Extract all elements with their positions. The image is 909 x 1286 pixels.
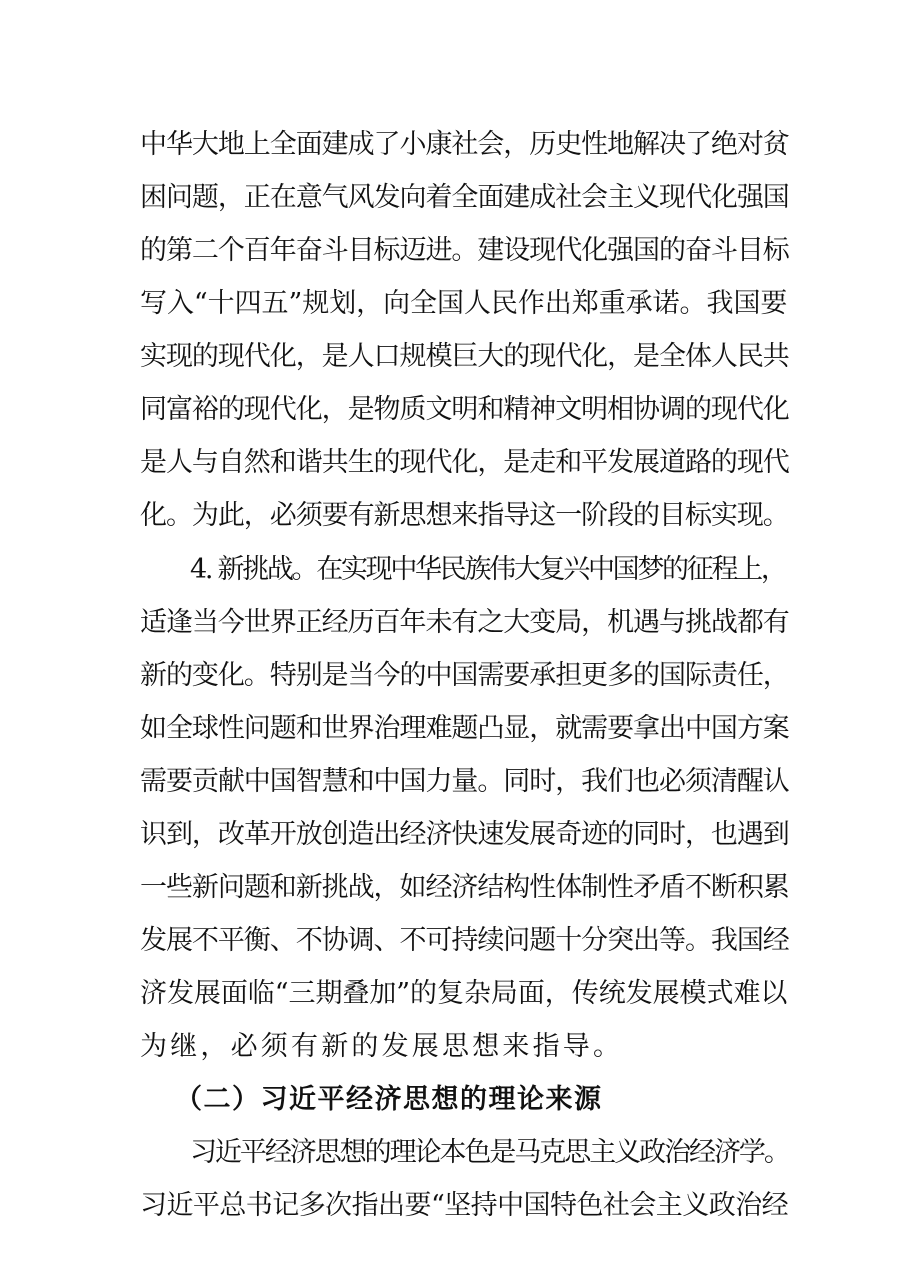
body-text-line: 需要贡献中国智慧和中国力量。同时，我们也必须清醒认 (140, 766, 789, 797)
body-text-line: 识到，改革开放创造出经济快速发展奇迹的同时，也遇到 (140, 819, 789, 850)
body-text-line: 同富裕的现代化，是物质文明和精神文明相协调的现代化 (140, 394, 789, 425)
body-text-line: 化。为此，必须要有新思想来指导这一阶段的目标实现。 (140, 500, 789, 531)
body-text-line: 的第二个百年奋斗目标迈进。建设现代化强国的奋斗目标 (140, 235, 789, 266)
body-text-line: 是人与自然和谐共生的现代化，是走和平发展道路的现代 (140, 447, 789, 478)
body-text-line: 新的变化。特别是当今的中国需要承担更多的国际责任， (140, 660, 789, 691)
body-text-line: 为继，必须有新的发展思想来指导。 (140, 1031, 624, 1062)
body-text-line: 实现的现代化，是人口规模巨大的现代化，是全体人民共 (140, 341, 789, 372)
body-text-line: 中华大地上全面建成了小康社会，历史性地解决了绝对贫 (140, 129, 789, 160)
body-text-line: 习近平总书记多次指出要“坚持中国特色社会主义政治经 (140, 1190, 789, 1221)
body-text-line: 适逢当今世界正经历百年未有之大变局，机遇与挑战都有 (140, 607, 789, 638)
paragraph-first-line: 习近平经济思想的理论本色是马克思主义政治经济学。 (190, 1137, 789, 1168)
body-text-line: 发展不平衡、不协调、不可持续问题十分突出等。我国经 (140, 925, 789, 956)
body-text-line: 济发展面临“三期叠加”的复杂局面，传统发展模式难以 (140, 978, 788, 1009)
body-text-line: 写入“十四五”规划，向全国人民作出郑重承诺。我国要 (140, 288, 788, 319)
paragraph-first-line: 4. 新挑战。在实现中华民族伟大复兴中国梦的征程上， (190, 554, 786, 585)
section-heading: （二）习近平经济思想的理论来源 (175, 1084, 603, 1115)
body-text-line: 如全球性问题和世界治理难题凸显，就需要拿出中国方案 (140, 713, 789, 744)
body-text-line: 一些新问题和新挑战，如经济结构性体制性矛盾不断积累 (140, 872, 789, 903)
body-text-line: 困问题，正在意气风发向着全面建成社会主义现代化强国 (140, 182, 789, 213)
